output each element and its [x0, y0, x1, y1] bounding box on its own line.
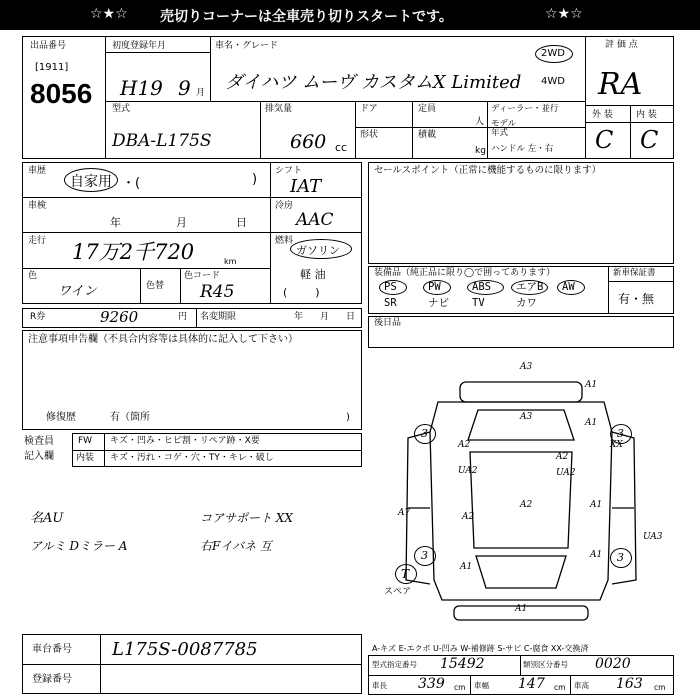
shift-label: シフト — [275, 166, 303, 176]
width-unit: cm — [554, 683, 566, 692]
chassis-value: L175S-0087785 — [112, 639, 258, 660]
damage-mark-8: XX — [610, 440, 623, 450]
hw-note-a: 名AU — [30, 511, 64, 526]
color-code: R45 — [200, 282, 235, 302]
fuel-value: ガソリン — [296, 244, 340, 257]
dealer-label: ディーラー・並行 — [491, 104, 559, 114]
deadline-month: 月 — [320, 312, 330, 322]
height-unit: cm — [654, 683, 666, 692]
inspection-day: 日 — [236, 216, 247, 229]
height-label: 車高 — [574, 681, 589, 690]
new-warranty-value: 有・無 — [618, 292, 655, 306]
inspector-label-2: 記入欄 — [24, 451, 54, 462]
spare-label: スペア — [384, 587, 412, 597]
damage-mark-6: A2 — [520, 500, 533, 510]
rating-int: C — [640, 126, 659, 154]
displacement-unit: cc — [335, 141, 348, 154]
hw-note-b: アルミ Dミラー A — [30, 539, 128, 553]
color-value: ワイン — [58, 284, 97, 299]
fuel-paren: ( ) — [283, 286, 320, 299]
notes-label: 注意事項申告欄（不具合内容等は具体的に記入して下さい） — [28, 334, 298, 345]
color-tone-label: 色替 — [146, 281, 165, 291]
rating-label: 評 価 点 — [605, 40, 638, 50]
mileage-label: 走行 — [28, 236, 47, 246]
aircon-value: AAC — [296, 210, 334, 230]
banner-stars-right: ☆★☆ — [545, 6, 583, 22]
shift-value: IAT — [290, 176, 322, 197]
damage-mark-16: A1 — [515, 604, 528, 614]
first-reg-year: H19 — [120, 76, 163, 100]
length-label: 車長 — [372, 681, 387, 690]
history-close: ) — [252, 172, 258, 187]
damage-mark-4: A2 — [458, 440, 471, 450]
rating-int-label: 内 装 — [636, 110, 657, 120]
mileage-value: 17万2千720 — [72, 240, 195, 264]
car-damage-diagram — [368, 352, 674, 630]
equipment-item-row2-2: TV — [472, 297, 485, 309]
height-value: 163 — [616, 676, 643, 692]
repair-value: 有（箇所 — [110, 412, 150, 423]
car-name-value: ダイハツ ムーヴ カスタムX Limited — [225, 72, 522, 93]
inspection-year: 年 — [110, 216, 121, 229]
damage-mark-14: UA3 — [643, 532, 663, 542]
damage-mark-3: A1 — [585, 380, 598, 390]
history-rest: ・( — [122, 176, 141, 191]
color-label: 色 — [28, 271, 38, 281]
inspector-fw-items: キズ・凹み・ヒビ割・リペア跡・X要 — [110, 436, 260, 446]
first-reg-label: 初度登録年月 — [112, 41, 167, 51]
capacity-unit: 人 — [475, 117, 485, 127]
drive-4wd: 4WD — [541, 76, 565, 87]
register-label: 登録番号 — [32, 674, 72, 685]
equipment-item-row1-2: ABS — [472, 281, 491, 293]
damage-mark-13: A1 — [590, 550, 603, 560]
damage-mark-12: A1 — [590, 500, 603, 510]
recycle-row — [22, 308, 362, 328]
rating-value: RA — [598, 67, 643, 102]
tire-grade-3: 3 — [617, 551, 624, 564]
inspection-label: 車検 — [28, 201, 47, 211]
capacity-label: 定員 — [418, 104, 437, 114]
fuel-diesel: 軽 油 — [300, 268, 326, 281]
fuel-label: 燃料 — [275, 236, 294, 246]
repair-close: ) — [346, 412, 350, 423]
equipment-item-row1-1: PW — [428, 281, 441, 293]
inspection-month: 月 — [176, 216, 187, 229]
history-value: 自家用 — [70, 174, 112, 190]
first-reg-month: 9 — [178, 76, 191, 100]
class-value: 0020 — [595, 656, 631, 672]
equipment-circle-1 — [423, 280, 451, 295]
equipment-item-row1-0: PS — [384, 281, 397, 293]
shape-label: 形状 — [360, 130, 379, 140]
banner-stars-left: ☆★☆ — [90, 6, 128, 22]
inspector-int-items: キズ・汚れ・コゲ・穴・TY・キレ・破し — [110, 453, 274, 463]
equipment-circle-4 — [557, 280, 585, 295]
hw-note-d: 右Fイバネ 互 — [200, 539, 272, 553]
damage-mark-9: UA2 — [458, 466, 478, 476]
damage-mark-15: A1 — [460, 562, 473, 572]
load-label: 積載 — [418, 130, 437, 140]
type-label: 型式指定番号 — [372, 660, 417, 669]
equipment-item-row2-3: カワ — [516, 297, 537, 309]
damage-mark-7: A2 — [462, 512, 475, 522]
displacement-value: 660 — [290, 131, 327, 153]
model-value: DBA-L175S — [112, 131, 212, 151]
aircon-label: 冷房 — [275, 201, 294, 211]
rear-block — [368, 316, 674, 348]
damage-mark-2: A1 — [585, 418, 598, 428]
mileage-unit: km — [224, 257, 237, 266]
rear-label: 後日品 — [374, 318, 402, 328]
deadline-label: 名変期限 — [200, 312, 237, 322]
recycle-value: 9260 — [100, 308, 139, 326]
equipment-item-row2-0: SR — [384, 297, 397, 309]
length-unit: cm — [454, 683, 466, 692]
length-value: 339 — [418, 676, 445, 692]
damage-mark-10: UA2 — [556, 468, 576, 478]
banner-text: 売切りコーナーは全車売り切りスタートです。 — [160, 9, 453, 25]
top-banner — [0, 0, 700, 30]
equipment-circle-0 — [379, 280, 407, 295]
hw-note-c: コアサポート XX — [200, 511, 293, 525]
equipment-item-row2-1: ナビ — [428, 297, 449, 309]
equipment-item-row1-3: エアB — [516, 281, 544, 293]
new-warranty-label: 新車保証書 — [613, 268, 656, 278]
width-label: 車幅 — [474, 681, 489, 690]
equipment-circle-2 — [467, 280, 504, 295]
damage-mark-11: A7 — [398, 508, 411, 518]
equipment-circle-3 — [511, 280, 548, 295]
equipment-label: 装備品（純正品に限り◯で囲ってあります） — [374, 268, 556, 278]
recycle-label: R券 — [30, 312, 46, 322]
lot-label: 出品番号 — [30, 41, 67, 51]
chassis-label: 車台番号 — [32, 644, 72, 655]
sales-point-label: セールスポイント（正常に機能するものに限ります） — [374, 165, 602, 176]
tire-grade-0: 3 — [421, 427, 428, 440]
damage-mark-1: A3 — [520, 412, 533, 422]
deadline-year: 年 — [294, 312, 304, 322]
rating-ext-label: 外 装 — [592, 110, 613, 120]
inspector-label-1: 検査員 — [24, 436, 54, 447]
history-label: 車歴 — [28, 166, 47, 176]
inspector-fw: FW — [78, 436, 93, 446]
repair-label: 修復歴 — [46, 412, 76, 423]
tire-grade-1: 3 — [617, 427, 624, 440]
recycle-unit: 円 — [178, 312, 188, 322]
first-reg-month-unit: 月 — [196, 88, 206, 98]
rating-ext: C — [595, 126, 614, 154]
load-unit: kg — [475, 146, 486, 156]
width-value: 147 — [518, 676, 545, 692]
sales-point-block — [368, 162, 674, 264]
equipment-item-row1-4: AW — [562, 281, 575, 293]
class-label: 類別区分番号 — [523, 660, 568, 669]
dealer-model-year: モデル 年式 — [491, 119, 517, 138]
inspector-interior: 内装 — [76, 453, 95, 463]
drive-2wd: 2WD — [541, 48, 565, 59]
legend: A-キズ E-エクボ U-凹み W-補修跡 S-サビ C-腐食 XX-交換済 — [372, 644, 589, 653]
car-name-label: 車名・グレード — [215, 41, 279, 51]
model-label: 型式 — [112, 104, 131, 114]
displacement-label: 排気量 — [265, 104, 293, 114]
color-code-label: 色コード — [184, 271, 221, 281]
lot-sub: [1911] — [35, 62, 69, 73]
lot-number: 8056 — [30, 78, 93, 109]
dealer-handle: ハンドル 左・右 — [491, 144, 554, 154]
spare-mark: T — [401, 567, 410, 581]
tire-grade-2: 3 — [421, 549, 428, 562]
deadline-day: 日 — [346, 312, 356, 322]
damage-mark-0: A3 — [520, 362, 533, 372]
damage-mark-5: A2 — [556, 452, 569, 462]
door-label: ドア — [360, 104, 378, 114]
type-value: 15492 — [440, 656, 485, 672]
